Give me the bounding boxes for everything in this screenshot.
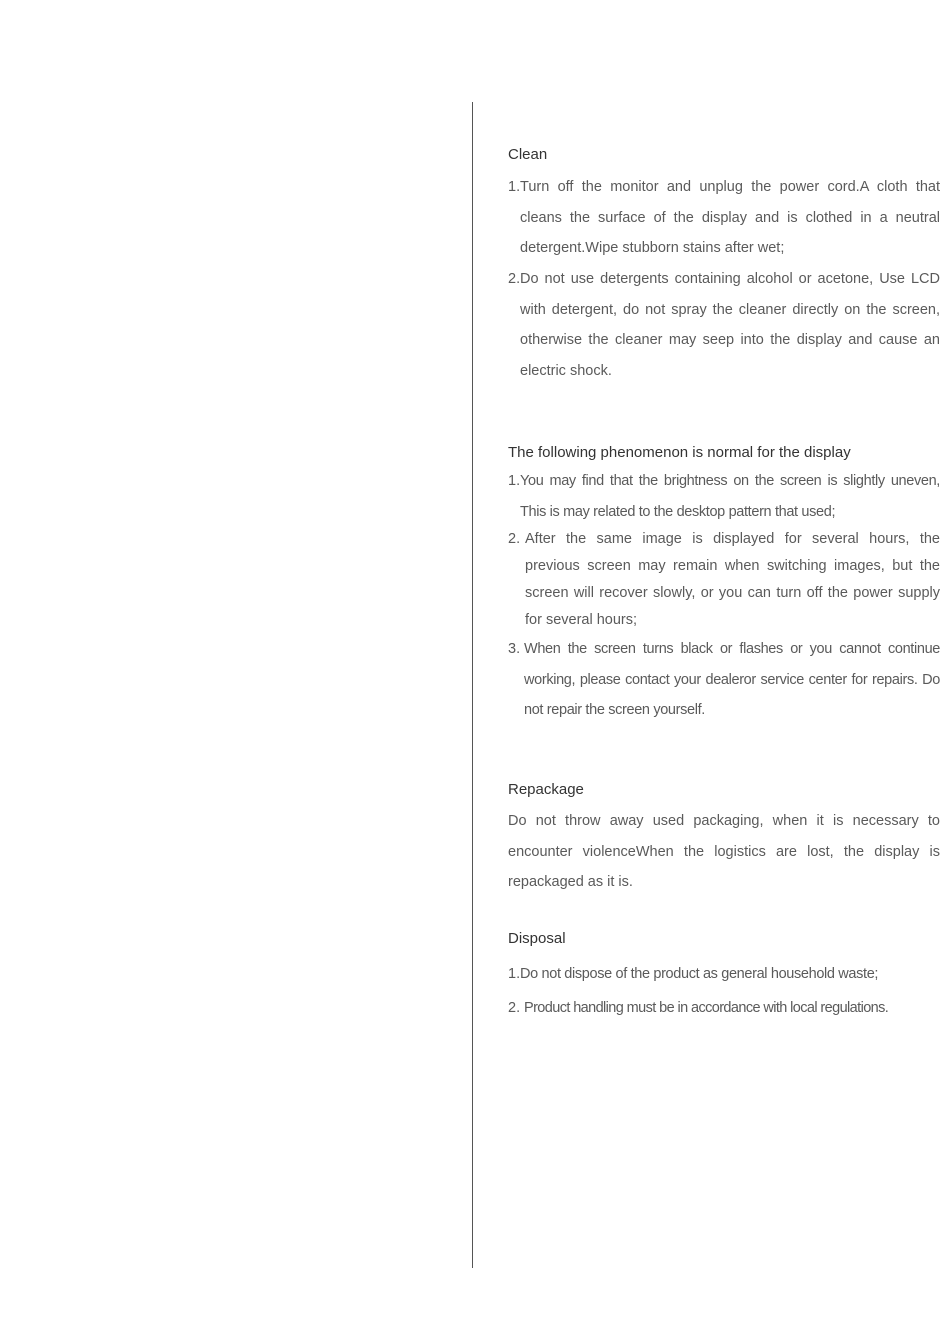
list-number: 2. xyxy=(508,1000,521,1016)
phenomenon-item-3 xyxy=(508,634,940,726)
list-number: 1. xyxy=(508,179,521,195)
list-number: 1. xyxy=(508,966,521,982)
list-text: When the screen turns black or flashes or you cannot continue working, please contact your dealeror service center for repairs. Do not repair the screen yourself. xyxy=(524,641,940,718)
disposal-item-1 xyxy=(508,963,940,985)
phenomenon-heading: The following phenomenon is normal for the display xyxy=(508,444,851,461)
repackage-text: Do not throw away used packaging, when it is necessary to encounter violenceWhen the logistics are lost, the display is repackaged as it is. xyxy=(508,813,940,890)
list-number: 2. xyxy=(508,531,521,547)
list-text: Do not dispose of the product as general household waste; xyxy=(520,966,879,982)
list-text: After the same image is displayed for several hours, the previous screen may remain when switching images, but the screen will recover slowly, or you can turn off the power supply for several hours; xyxy=(525,531,940,628)
clean-item-2 xyxy=(508,264,940,386)
phenomenon-item-2 xyxy=(508,526,940,634)
list-text: Do not use detergents containing alcohol or acetone, Use LCD with detergent, do not spray the cleaner directly on the screen, otherwise the cleaner may seep into the display and cause an electric shock. xyxy=(520,271,940,379)
disposal-item-2 xyxy=(508,997,940,1019)
list-number: 2. xyxy=(508,271,521,287)
repackage-heading: Repackage xyxy=(508,781,584,798)
phenomenon-item-1 xyxy=(508,466,940,527)
list-number: 1. xyxy=(508,473,521,489)
clean-heading: Clean xyxy=(508,146,548,163)
list-text: You may find that the brightness on the screen is slightly uneven, This is may related to the desktop pattern that used; xyxy=(520,473,940,520)
vertical-divider xyxy=(472,102,473,1268)
list-text: Product handling must be in accordance with local regulations. xyxy=(524,1000,889,1016)
disposal-heading: Disposal xyxy=(508,930,566,947)
list-number: 3. xyxy=(508,641,521,657)
clean-item-1 xyxy=(508,172,940,264)
list-text: Turn off the monitor and unplug the power cord.A cloth that cleans the surface of the display and is clothed in a neutral detergent.Wipe stubborn stains after wet; xyxy=(520,179,940,256)
